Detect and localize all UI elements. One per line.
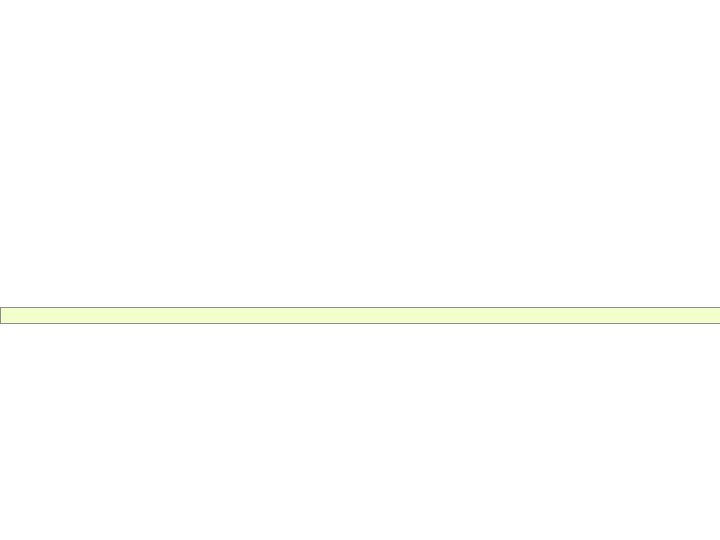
month-title: [1, 308, 720, 324]
february-calendar-grid: [0, 307, 720, 324]
